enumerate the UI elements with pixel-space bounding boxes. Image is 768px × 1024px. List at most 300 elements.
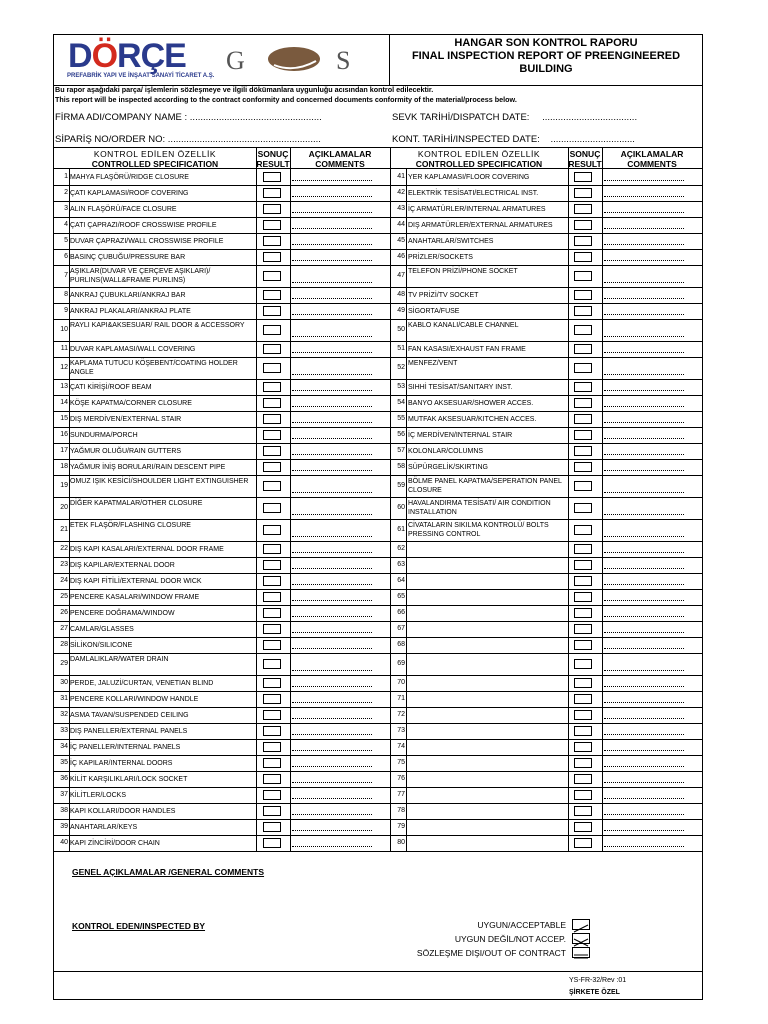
left-result-checkbox[interactable] [263, 742, 281, 752]
left-result-checkbox[interactable] [263, 188, 281, 198]
table-column-divider [568, 147, 569, 851]
dispatch-date-field[interactable] [392, 112, 637, 123]
left-comment-field[interactable] [292, 406, 372, 407]
right-comment-field[interactable] [604, 734, 684, 735]
left-row-number: 3 [64, 204, 68, 212]
right-result-checkbox[interactable] [574, 544, 592, 554]
right-comment-field[interactable] [604, 718, 684, 719]
right-comment-field[interactable] [604, 470, 684, 471]
right-comment-field[interactable] [604, 648, 684, 649]
right-row-label: BÖLME PANEL KAPATMA/SEPERATION PANEL CLOSURE [408, 478, 562, 494]
order-no-field[interactable] [55, 134, 321, 145]
left-result-checkbox[interactable] [263, 608, 281, 618]
company-private-label: ŞİRKETE ÖZEL [569, 989, 620, 996]
table-row [54, 395, 702, 412]
left-row-label: PENCERE DOĞRAMA/WINDOW [70, 610, 175, 617]
left-row-label: ANKRAJ PLAKALARI/ANKRAJ PLATE [70, 308, 191, 315]
left-result-checkbox[interactable] [263, 414, 281, 424]
left-result-checkbox[interactable] [263, 726, 281, 736]
table-row [54, 319, 702, 342]
right-result-checkbox[interactable] [574, 446, 592, 456]
left-row-number: 34 [60, 742, 68, 750]
table-row [54, 589, 702, 606]
left-result-checkbox[interactable] [263, 462, 281, 472]
right-result-checkbox[interactable] [574, 363, 592, 373]
right-result-checkbox[interactable] [574, 306, 592, 316]
left-row-label: DİĞER KAPATMALAR/OTHER CLOSURE [70, 500, 203, 507]
left-result-checkbox[interactable] [263, 446, 281, 456]
logo-area [54, 35, 390, 85]
comments-header-left-tr: AÇIKLAMALAR [308, 149, 372, 159]
left-result-checkbox[interactable] [263, 544, 281, 554]
left-result-checkbox[interactable] [263, 271, 281, 281]
left-row-label: DIŞ MERDİVEN/EXTERNAL STAIR [70, 416, 182, 423]
right-result-checkbox[interactable] [574, 462, 592, 472]
right-row-label: PRİZLER/SOCKETS [408, 254, 473, 261]
table-row [54, 379, 702, 396]
right-row-label: KABLO KANALI/CABLE CHANNEL [408, 322, 519, 329]
left-comment-field[interactable] [292, 552, 372, 553]
right-result-checkbox[interactable] [574, 838, 592, 848]
table-column-divider [290, 147, 291, 851]
left-row-label: ETEK FLAŞÖR/FLASHING CLOSURE [70, 522, 191, 529]
left-comment-field[interactable] [292, 584, 372, 585]
table-row [54, 443, 702, 460]
left-row-label: AŞIKLAR(DUVAR VE ÇERÇEVE AŞIKLARI)/ PURLINS(WALL&FRAME PURLINS) [70, 268, 211, 284]
right-row-number: 42 [397, 188, 405, 196]
right-result-checkbox[interactable] [574, 822, 592, 832]
right-result-checkbox[interactable] [574, 236, 592, 246]
left-row-label: KAPI KOLLARI/DOOR HANDLES [70, 808, 176, 815]
left-row-label: İÇ KAPILAR/INTERNAL DOORS [70, 760, 173, 767]
right-row-label: ELEKTRİK TESİSATI/ELECTRICAL INST. [408, 190, 539, 197]
right-row-number: 59 [397, 481, 405, 489]
legend-acceptable-label: UYGUN/ACCEPTABLE [477, 920, 566, 930]
left-result-checkbox[interactable] [263, 710, 281, 720]
comments-header-right-en: COMMENTS [627, 159, 677, 169]
left-row-label: PENCERE KASALARI/WINDOW FRAME [70, 594, 200, 601]
legend-not-accep-label: UYGUN DEĞİL/NOT ACCEP. [454, 934, 566, 944]
left-comment-field[interactable] [292, 830, 372, 831]
left-row-label: ÇATI KAPLAMASI/ROOF COVERING [70, 190, 189, 197]
left-row-number: 20 [60, 503, 68, 511]
left-row-number: 16 [60, 430, 68, 438]
left-result-checkbox[interactable] [263, 758, 281, 768]
right-comment-field[interactable] [604, 196, 684, 197]
table-row [54, 459, 702, 476]
right-result-checkbox[interactable] [574, 790, 592, 800]
left-row-label: ÇATI KİRİŞİ/ROOF BEAM [70, 384, 152, 391]
left-result-checkbox[interactable] [263, 252, 281, 262]
result-header-left-en: RESULT [256, 159, 290, 169]
left-row-label: RAYLI KAPI&AKSESUAR/ RAIL DOOR & ACCESSORY [70, 322, 245, 329]
right-comment-field[interactable] [604, 782, 684, 783]
left-row-number: 7 [64, 271, 68, 279]
right-comment-field[interactable] [604, 438, 684, 439]
left-comment-field[interactable] [292, 734, 372, 735]
left-comment-field[interactable] [292, 244, 372, 245]
left-comment-field[interactable] [292, 212, 372, 213]
table-row [54, 201, 702, 218]
left-row-number: 31 [60, 694, 68, 702]
right-comment-field[interactable] [604, 568, 684, 569]
right-comment-field[interactable] [604, 454, 684, 455]
left-result-checkbox[interactable] [263, 172, 281, 182]
gms-logo-icon [224, 43, 374, 79]
right-comment-field[interactable] [604, 298, 684, 299]
right-row-number: 74 [397, 742, 405, 750]
left-result-checkbox[interactable] [263, 344, 281, 354]
left-comment-field[interactable] [292, 782, 372, 783]
right-comment-field[interactable] [604, 830, 684, 831]
left-result-checkbox[interactable] [263, 790, 281, 800]
left-row-label: KİLİTLER/LOCKS [70, 792, 127, 799]
left-row-number: 21 [60, 525, 68, 533]
left-row-number: 32 [60, 710, 68, 718]
left-comment-field[interactable] [292, 438, 372, 439]
right-row-label: İÇ MERDİVEN/INTERNAL STAIR [408, 432, 513, 439]
left-comment-field[interactable] [292, 352, 372, 353]
right-comment-field[interactable] [604, 552, 684, 553]
left-row-label: PERDE, JALUZİ/CURTAN, VENETIAN BLIND [70, 680, 214, 687]
left-row-number: 5 [64, 236, 68, 244]
left-result-checkbox[interactable] [263, 774, 281, 784]
left-result-checkbox[interactable] [263, 481, 281, 491]
left-result-checkbox[interactable] [263, 822, 281, 832]
right-row-number: 53 [397, 382, 405, 390]
left-row-number: 18 [60, 462, 68, 470]
left-row-number: 28 [60, 640, 68, 648]
right-comment-field[interactable] [604, 422, 684, 423]
right-comment-field[interactable] [604, 390, 684, 391]
left-comment-field[interactable] [292, 702, 372, 703]
left-result-checkbox[interactable] [263, 560, 281, 570]
spec-header-right-tr: KONTROL EDİLEN ÖZELLİK [417, 149, 541, 159]
left-comment-field[interactable] [292, 298, 372, 299]
right-row-number: 49 [397, 306, 405, 314]
left-result-checkbox[interactable] [263, 525, 281, 535]
left-comment-field[interactable] [292, 616, 372, 617]
right-result-checkbox[interactable] [574, 325, 592, 335]
right-comment-field[interactable] [604, 374, 684, 375]
right-row-number: 75 [397, 758, 405, 766]
left-result-checkbox[interactable] [263, 624, 281, 634]
left-result-checkbox[interactable] [263, 325, 281, 335]
left-result-checkbox[interactable] [263, 236, 281, 246]
right-result-checkbox[interactable] [574, 271, 592, 281]
right-row-number: 68 [397, 640, 405, 648]
title-english-cont: BUILDING [519, 63, 573, 75]
left-result-checkbox[interactable] [263, 398, 281, 408]
table-row [54, 303, 702, 320]
left-result-checkbox[interactable] [263, 838, 281, 848]
left-result-checkbox[interactable] [263, 382, 281, 392]
right-result-checkbox[interactable] [574, 608, 592, 618]
left-comment-field[interactable] [292, 686, 372, 687]
right-comment-field[interactable] [604, 670, 684, 671]
right-comment-field[interactable] [604, 180, 684, 181]
table-header [54, 147, 702, 169]
table-row [54, 787, 702, 804]
left-row-label: KİLİT KARŞILIKLARI/LOCK SOCKET [70, 776, 188, 783]
document-code: YS-FR-32/Rev :01 [569, 977, 627, 984]
table-row [54, 233, 702, 250]
left-comment-field[interactable] [292, 600, 372, 601]
left-comment-field[interactable] [292, 632, 372, 633]
right-result-checkbox[interactable] [574, 624, 592, 634]
left-result-checkbox[interactable] [263, 659, 281, 669]
right-row-label: HAVALANDIRMA TESİSATI/ AIR CONDITION INSTALLATION [408, 500, 551, 516]
left-comment-field[interactable] [292, 374, 372, 375]
left-result-checkbox[interactable] [263, 220, 281, 230]
right-comment-field[interactable] [604, 766, 684, 767]
left-result-checkbox[interactable] [263, 306, 281, 316]
left-result-checkbox[interactable] [263, 806, 281, 816]
left-comment-field[interactable] [292, 536, 372, 537]
right-result-checkbox[interactable] [574, 710, 592, 720]
right-result-checkbox[interactable] [574, 726, 592, 736]
result-header-right-en: RESULT [568, 159, 602, 169]
right-row-label: BANYO AKSESUAR/SHOWER ACCES. [408, 400, 534, 407]
comments-header-left [290, 149, 390, 169]
table-column-divider [406, 169, 407, 851]
result-header-left [256, 149, 290, 169]
left-comment-field[interactable] [292, 282, 372, 283]
company-name-field[interactable] [55, 112, 322, 123]
table-row [54, 265, 702, 288]
right-row-number: 51 [397, 344, 405, 352]
inspected-date-blank[interactable]: ................................ [550, 134, 635, 145]
right-result-checkbox[interactable] [574, 430, 592, 440]
left-result-checkbox[interactable] [263, 290, 281, 300]
right-comment-field[interactable] [604, 244, 684, 245]
left-row-number: 12 [60, 363, 68, 371]
left-result-checkbox[interactable] [263, 204, 281, 214]
left-row-number: 35 [60, 758, 68, 766]
right-row-number: 50 [397, 325, 405, 333]
right-result-checkbox[interactable] [574, 290, 592, 300]
left-result-checkbox[interactable] [263, 694, 281, 704]
right-comment-field[interactable] [604, 798, 684, 799]
inspected-date-field[interactable] [392, 134, 635, 145]
table-row [54, 411, 702, 428]
right-row-number: 66 [397, 608, 405, 616]
left-row-number: 37 [60, 790, 68, 798]
right-comment-field[interactable] [604, 814, 684, 815]
right-comment-field[interactable] [604, 616, 684, 617]
right-row-number: 46 [397, 252, 405, 260]
left-row-label: KAPI ZİNCİRİ/DOOR CHAIN [70, 840, 160, 847]
left-comment-field[interactable] [292, 422, 372, 423]
right-result-checkbox[interactable] [574, 806, 592, 816]
left-row-label: İÇ PANELLER/INTERNAL PANELS [70, 744, 181, 751]
right-row-number: 58 [397, 462, 405, 470]
left-row-label: SUNDURMA/PORCH [70, 432, 138, 439]
right-result-checkbox[interactable] [574, 172, 592, 182]
right-row-number: 55 [397, 414, 405, 422]
left-row-label: ÇATI ÇAPRAZI/ROOF CROSSWISE PROFILE [70, 222, 217, 229]
left-comment-field[interactable] [292, 390, 372, 391]
left-row-number: 4 [64, 220, 68, 228]
right-row-number: 52 [397, 363, 405, 371]
right-comment-field[interactable] [604, 702, 684, 703]
title-english: FINAL INSPECTION REPORT OF PREENGINEERED [411, 50, 681, 62]
left-comment-field[interactable] [292, 814, 372, 815]
left-result-checkbox[interactable] [263, 640, 281, 650]
left-result-checkbox[interactable] [263, 678, 281, 688]
right-result-checkbox[interactable] [574, 344, 592, 354]
order-no-blank[interactable]: .......................................................... [167, 134, 321, 145]
left-comment-field[interactable] [292, 718, 372, 719]
right-result-checkbox[interactable] [574, 742, 592, 752]
right-comment-field[interactable] [604, 750, 684, 751]
left-row-label: YAĞMUR İNİŞ BORULARI/RAIN DESCENT PIPE [70, 464, 226, 471]
left-comment-field[interactable] [292, 750, 372, 751]
right-comment-field[interactable] [604, 600, 684, 601]
left-row-label: DUVAR KAPLAMASI/WALL COVERING [70, 346, 196, 353]
footer-divider [54, 971, 702, 972]
right-result-checkbox[interactable] [574, 560, 592, 570]
spec-header-right-en: CONTROLLED SPECIFICATION [415, 159, 543, 169]
spec-header-left [54, 149, 256, 169]
company-logo-subtitle: PREFABRİK YAPI VE İNŞAAT SANAYİ TİCARET A.Ş. [67, 73, 215, 79]
left-comment-field[interactable] [292, 180, 372, 181]
legend-out-of-contract-label: SÖZLEŞME DIŞI/OUT OF CONTRACT [416, 948, 566, 958]
right-row-number: 67 [397, 624, 405, 632]
right-result-checkbox[interactable] [574, 525, 592, 535]
right-comment-field[interactable] [604, 536, 684, 537]
left-row-number: 36 [60, 774, 68, 782]
right-result-checkbox[interactable] [574, 774, 592, 784]
comments-header-left-en: COMMENTS [315, 159, 365, 169]
left-row-number: 6 [64, 252, 68, 260]
right-result-checkbox[interactable] [574, 188, 592, 198]
left-comment-field[interactable] [292, 228, 372, 229]
right-row-number: 79 [397, 822, 405, 830]
left-row-number: 14 [60, 398, 68, 406]
right-result-checkbox[interactable] [574, 481, 592, 491]
left-row-number: 33 [60, 726, 68, 734]
left-comment-field[interactable] [292, 798, 372, 799]
left-comment-field[interactable] [292, 766, 372, 767]
right-comment-field[interactable] [604, 228, 684, 229]
table-row [54, 621, 702, 638]
left-comment-field[interactable] [292, 514, 372, 515]
right-comment-field[interactable] [604, 336, 684, 337]
right-row-label: YER KAPLAMASI/FLOOR COVERING [408, 174, 530, 181]
right-row-number: 44 [397, 220, 405, 228]
right-result-checkbox[interactable] [574, 252, 592, 262]
right-comment-field[interactable] [604, 212, 684, 213]
left-comment-field[interactable] [292, 568, 372, 569]
table-column-divider [390, 147, 391, 851]
left-result-checkbox[interactable] [263, 576, 281, 586]
right-comment-field[interactable] [604, 282, 684, 283]
comments-header-right-tr: AÇIKLAMALAR [620, 149, 684, 159]
right-row-number: 43 [397, 204, 405, 212]
table-row [54, 217, 702, 234]
left-comment-field[interactable] [292, 470, 372, 471]
left-row-number: 8 [64, 290, 68, 298]
inspection-form [53, 34, 703, 1000]
table-row [54, 341, 702, 358]
left-comment-field[interactable] [292, 648, 372, 649]
dispatch-date-blank[interactable]: .................................... [542, 112, 638, 123]
left-result-checkbox[interactable] [263, 592, 281, 602]
left-comment-field[interactable] [292, 260, 372, 261]
right-comment-field[interactable] [604, 406, 684, 407]
left-comment-field[interactable] [292, 336, 372, 337]
right-comment-field[interactable] [604, 314, 684, 315]
intro-text [54, 85, 703, 107]
right-result-checkbox[interactable] [574, 220, 592, 230]
intro-english: This report will be inspected according to the contract conformity and concerned documents conformity of the material/process below. [55, 95, 517, 104]
left-result-checkbox[interactable] [263, 430, 281, 440]
right-result-checkbox[interactable] [574, 758, 592, 768]
left-row-number: 17 [60, 446, 68, 454]
right-result-checkbox[interactable] [574, 659, 592, 669]
table-row [54, 557, 702, 574]
right-comment-field[interactable] [604, 492, 684, 493]
table-row [54, 691, 702, 708]
right-comment-field[interactable] [604, 686, 684, 687]
right-row-label: İÇ ARMATÜRLER/INTERNAL ARMATURES [408, 206, 546, 213]
right-result-checkbox[interactable] [574, 382, 592, 392]
table-row [54, 427, 702, 444]
spec-header-right [390, 149, 568, 169]
left-comment-field[interactable] [292, 492, 372, 493]
right-result-checkbox[interactable] [574, 694, 592, 704]
right-row-label: CİVATALARIN SIKILMA KONTROLÜ/ BOLTS PRESSING CONTROL [408, 522, 549, 538]
right-result-checkbox[interactable] [574, 576, 592, 586]
right-comment-field[interactable] [604, 632, 684, 633]
right-result-checkbox[interactable] [574, 640, 592, 650]
right-result-checkbox[interactable] [574, 204, 592, 214]
left-result-checkbox[interactable] [263, 503, 281, 513]
left-row-number: 13 [60, 382, 68, 390]
right-comment-field[interactable] [604, 584, 684, 585]
right-row-number: 80 [397, 838, 405, 846]
right-comment-field[interactable] [604, 352, 684, 353]
left-row-number: 24 [60, 576, 68, 584]
left-comment-field[interactable] [292, 846, 372, 847]
right-comment-field[interactable] [604, 846, 684, 847]
left-row-number: 25 [60, 592, 68, 600]
right-row-label: MENFEZ/VENT [408, 360, 458, 367]
left-comment-field[interactable] [292, 454, 372, 455]
right-result-checkbox[interactable] [574, 398, 592, 408]
left-row-number: 30 [60, 678, 68, 686]
right-result-checkbox[interactable] [574, 414, 592, 424]
right-row-label: MUTFAK AKSESUAR/KITCHEN ACCES. [408, 416, 537, 423]
left-row-label: ASMA TAVAN/SUSPENDED CEILING [70, 712, 189, 719]
right-comment-field[interactable] [604, 514, 684, 515]
right-result-checkbox[interactable] [574, 592, 592, 602]
left-comment-field[interactable] [292, 314, 372, 315]
left-comment-field[interactable] [292, 670, 372, 671]
left-row-label: SİLİKON/SILICONE [70, 642, 133, 649]
company-logo: DÖRÇE [68, 37, 186, 75]
title-turkish: HANGAR SON KONTROL RAPORU [454, 37, 638, 49]
result-header-right-tr: SONUÇ [569, 149, 601, 159]
right-comment-field[interactable] [604, 260, 684, 261]
company-name-blank[interactable]: .................................................. [189, 112, 322, 123]
left-result-checkbox[interactable] [263, 363, 281, 373]
right-result-checkbox[interactable] [574, 503, 592, 513]
left-comment-field[interactable] [292, 196, 372, 197]
right-result-checkbox[interactable] [574, 678, 592, 688]
left-row-label: DIŞ KAPILAR/EXTERNAL DOOR [70, 562, 175, 569]
